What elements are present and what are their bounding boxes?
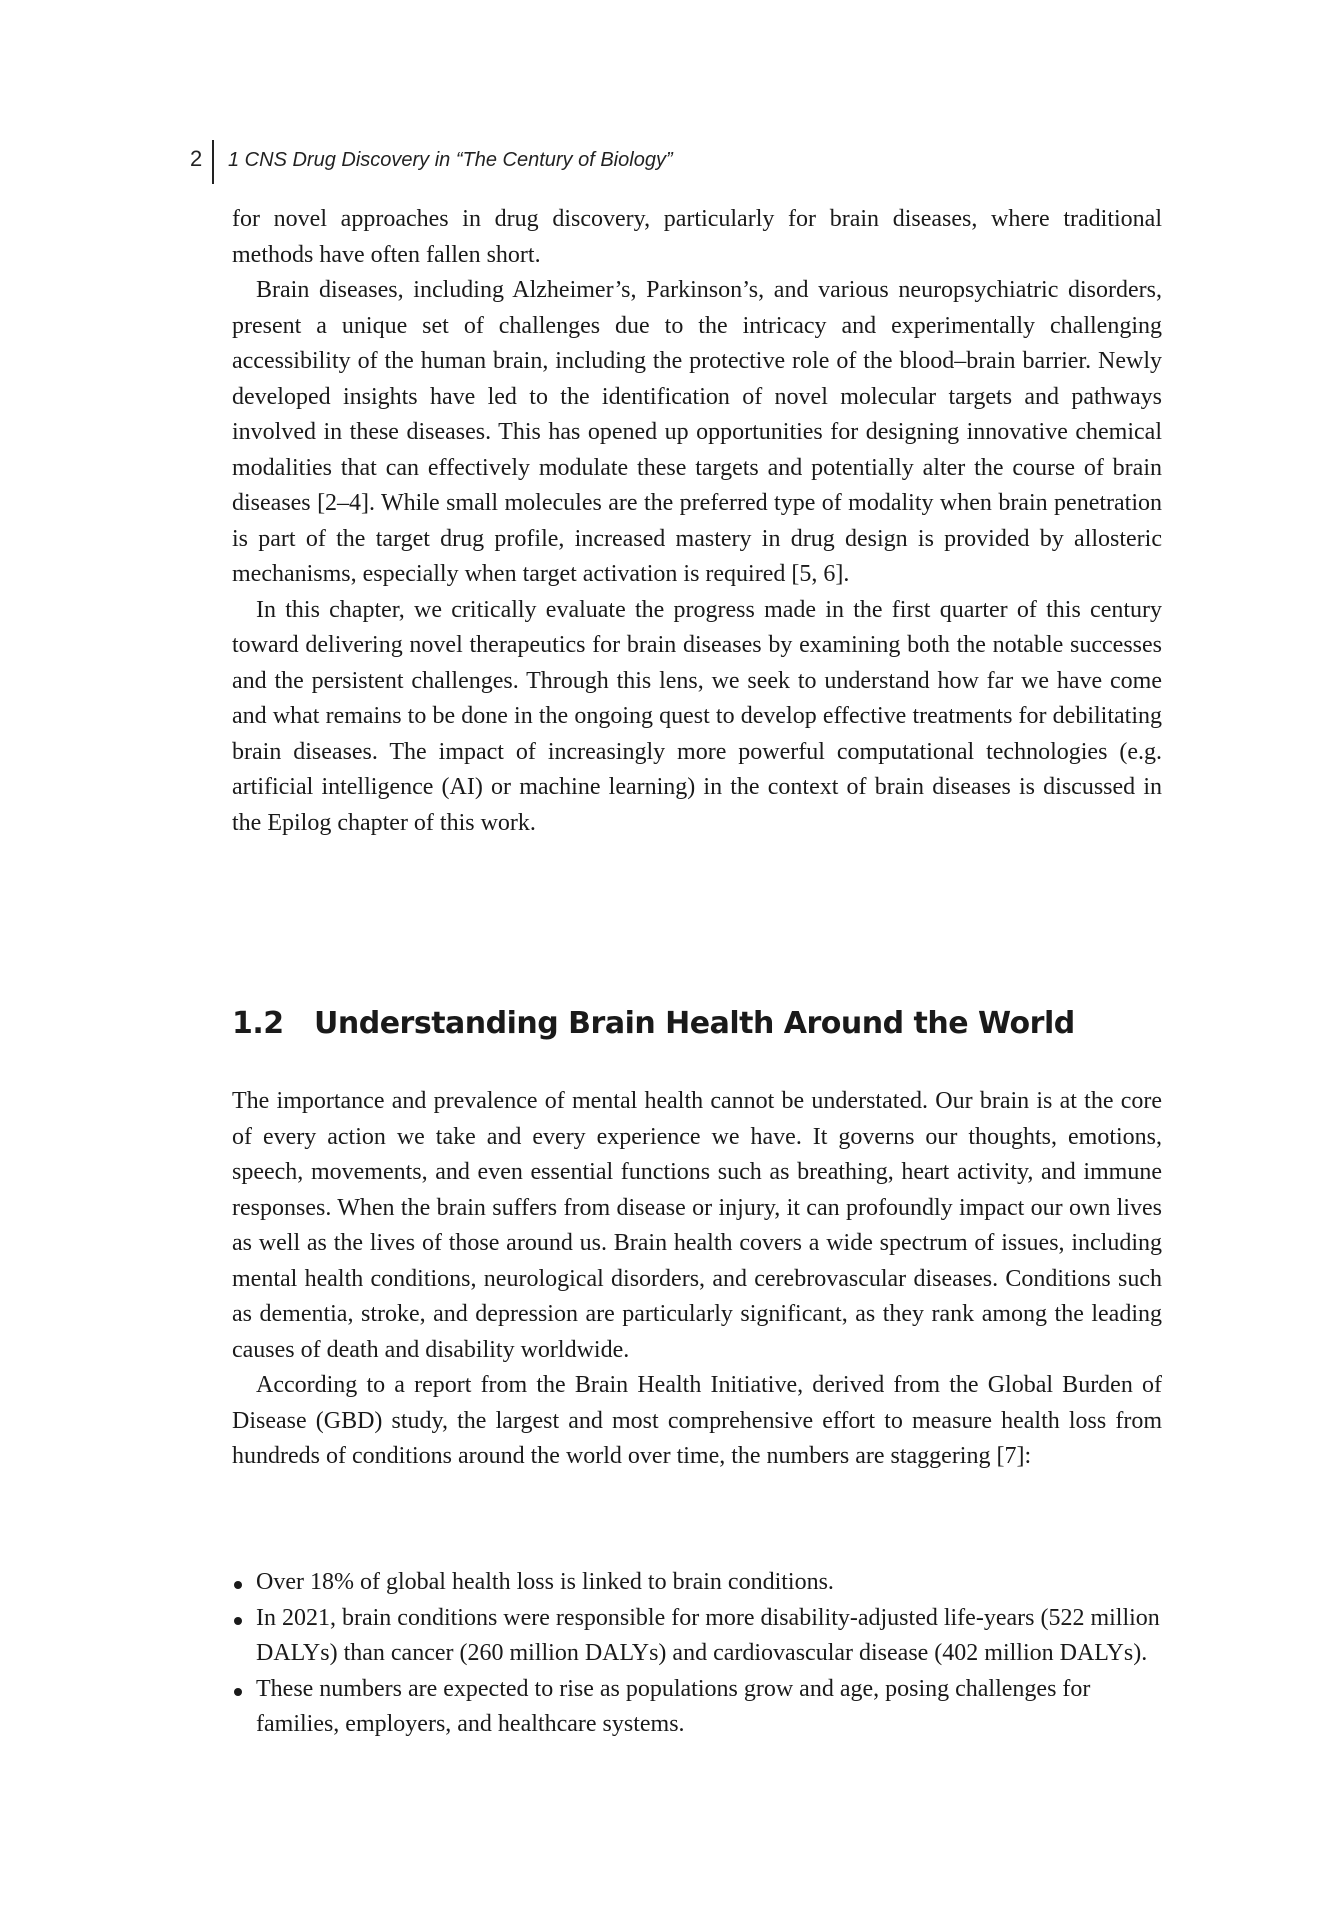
list-item-text: In 2021, brain conditions were responsible for more disability-adjusted life-years (522 million DALYs) than cancer (260 million DALYs) and cardiovascular disease (402 million DALYs). (256, 1604, 1160, 1666)
paragraph: In this chapter, we critically evaluate the progress made in the first quarter of this century toward delivering novel therapeutics for brain diseases by examining both the notable successes and the persistent challenges. Through this lens, we seek to understand how far we have come and what remains to be done in the ongoing quest to develop effective treatments for debilitating brain diseases. The impact of increasingly more powerful computational technologies (e.g. artificial intelligence (AI) or machine learning) in the context of brain diseases is discussed in the Epilog chapter of this work. (232, 596, 1162, 836)
list-item-text: These numbers are expected to rise as populations grow and age, posing challenges for families, employers, and healthcare systems. (256, 1675, 1091, 1737)
list-item-text: Over 18% of global health loss is linked to brain conditions. (256, 1569, 834, 1595)
list-item (232, 1601, 1162, 1672)
paragraph: for novel approaches in drug discovery, particularly for brain diseases, where traditional methods have often fallen short. (232, 206, 1162, 268)
section-heading (232, 1004, 1162, 1044)
section-text (232, 1084, 1162, 1475)
paragraph: According to a report from the Brain Health Initiative, derived from the Global Burden of Disease (GBD) study, the largest and most comprehensive effort to measure health loss from hundreds of conditions around the world over time, the numbers are staggering [7]: (232, 1372, 1162, 1469)
bullet-icon (234, 1617, 242, 1625)
list-item (232, 1565, 1162, 1601)
paragraph: The importance and prevalence of mental health cannot be understated. Our brain is at the core of every action we take and every experience we have. It governs our thoughts, emotions, speech, movements, and even essential functions such as breathing, heart activity, and immune responses. When the brain suffers from disease or injury, it can profoundly impact our own lives as well as the lives of those around us. Brain health covers a wide spectrum of issues, including mental health conditions, neurological disorders, and cerebrovascular diseases. Conditions such as dementia, stroke, and depression are particularly significant, as they rank among the leading causes of death and disability worldwide. (232, 1088, 1162, 1363)
intro-text (232, 202, 1162, 841)
bullet-icon (234, 1581, 242, 1589)
page-number: 2 (190, 146, 203, 171)
running-header (190, 140, 1190, 184)
running-title: 1 CNS Drug Discovery in “The Century of Biology” (228, 149, 673, 171)
list-item (232, 1672, 1162, 1743)
bullet-icon (234, 1688, 242, 1696)
section-title: Understanding Brain Health Around the World (314, 1006, 1075, 1041)
paragraph: Brain diseases, including Alzheimer’s, Parkinson’s, and various neuropsychiatric disorders, present a unique set of challenges due to the intricacy and experimentally challenging accessibility of the human brain, including the protective role of the blood–brain barrier. Newly developed insights have led to the identification of novel molecular targets and pathways involved in these diseases. This has opened up opportunities for designing innovative chemical modalities that can effectively modulate these targets and potentially alter the course of brain diseases [2–4]. While small molecules are the preferred type of modality when brain penetration is part of the target drug profile, increased mastery in drug design is provided by allosteric mechanisms, especially when target activation is required [5, 6]. (232, 277, 1162, 587)
header-divider (212, 140, 214, 184)
section-number: 1.2 (232, 1006, 284, 1041)
bullet-list (232, 1565, 1162, 1743)
